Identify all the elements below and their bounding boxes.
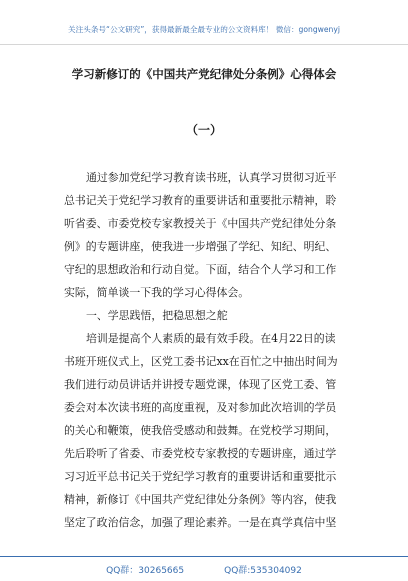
- page-footer: [0, 556, 408, 581]
- paragraph-line: 培训是提高个人素质的最有效手段。在4月22日的读: [86, 332, 336, 345]
- document-title: 学习新修订的《中国共产党纪律处分条例》心得体会: [71, 67, 337, 81]
- document-body: [64, 166, 344, 534]
- paragraph-line: 通过参加党纪学习教育读书班，认真学习贯彻习近平: [86, 171, 337, 184]
- paragraph-line: 实际，简单谈一下我的学习心得体会。: [64, 286, 250, 299]
- footer-contact: [0, 563, 408, 576]
- page-header: [0, 0, 408, 45]
- subheading: 一、学思践悟，把稳思想之舵: [86, 309, 228, 322]
- paragraph-line: 听省委、市委党校专家教授关于《中国共产党纪律处分条: [64, 217, 337, 230]
- paragraph-line: 例》的专题讲座，使我进一步增强了学纪、知纪、明纪、: [64, 240, 337, 253]
- footer-qq-group-2: QQ群:535304092: [224, 566, 302, 576]
- paragraph-line: 委会对本次读书班的高度重视，及对参加此次培训的学员: [64, 401, 337, 414]
- paragraph-line: 先后聆听了省委、市委党校专家教授的专题讲座，通过学: [64, 447, 337, 460]
- header-promo-text: 关注头条号“公文研究”，获得最新最全最专业的公文资料库！ 微信：gongwenyj: [68, 25, 340, 34]
- paragraph-line: 精神，新修订《中国共产党纪律处分条例》等内容，使我: [64, 493, 337, 506]
- paragraph-line: 总书记关于党纪学习教育的重要讲话和重要批示精神，聆: [64, 194, 337, 207]
- paragraph-line: 习习近平总书记关于党纪学习教育的重要讲话和重要批示: [64, 470, 337, 483]
- section-number: （一）: [185, 123, 222, 137]
- paragraph-line: 守纪的思想政治和行动自觉。下面，结合个人学习和工作: [64, 263, 337, 276]
- paragraph-line: 坚定了政治信念，加强了理论素养。一是在真学真信中坚: [64, 516, 337, 529]
- paragraph-line: 书班开班仪式上，区党工委书记xx在百忙之中抽出时间为: [64, 355, 338, 368]
- paragraph-line: 我们进行动员讲话并讲授专题党课，体现了区党工委、管: [64, 378, 337, 391]
- paragraph-line: 的关心和鞭策，使我倍受感动和鼓舞。在党校学习期间，: [64, 424, 337, 437]
- footer-qq-group-1: QQ群：30265665: [106, 566, 185, 576]
